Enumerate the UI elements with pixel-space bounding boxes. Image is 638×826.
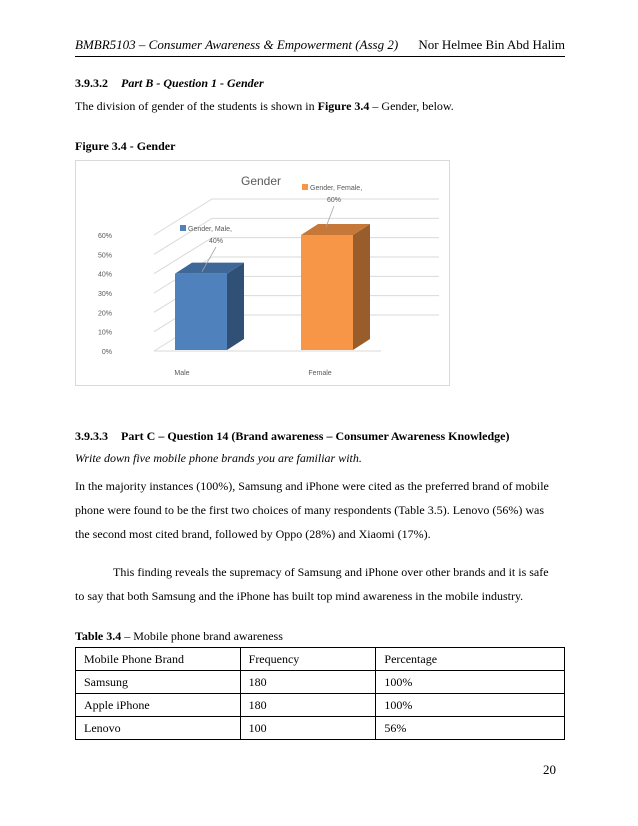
brand-awareness-table [75, 647, 565, 740]
header-course-title: BMBR5103 – Consumer Awareness & Empowerment (Assg 2) [75, 37, 399, 52]
paragraph-line: the second most cited brand, followed by Oppo (28%) and Xiaomi (17%). [75, 527, 431, 541]
header-author: Nor Helmee Bin Abd Halim [418, 37, 565, 52]
gender-chart-svg [76, 161, 449, 385]
section-heading-gender [75, 76, 264, 91]
section-intro [75, 94, 454, 118]
table-cell: Samsung [76, 671, 241, 694]
section-title: Part C – Question 14 (Brand awareness – Consumer Awareness Knowledge) [121, 429, 510, 443]
page-header [75, 37, 565, 53]
y-tick-label: 20% [97, 310, 112, 318]
table-cell: 100% [376, 671, 565, 694]
section-number: 3.9.3.2 [75, 76, 108, 90]
table-cell: 100 [240, 717, 376, 740]
x-tick-label: Male [174, 370, 190, 377]
section-title: Part B - Question 1 - Gender [121, 76, 264, 90]
table-row [76, 694, 565, 717]
section-number: 3.9.3.3 [75, 429, 108, 443]
y-tick-label: 0% [101, 349, 112, 356]
x-tick-label: Female [308, 370, 332, 377]
paragraph-line: This finding reveals the supremacy of Samsung and iPhone over other brands and it is safe [113, 565, 549, 579]
y-tick-label: 60% [97, 233, 112, 240]
intro-text: The division of gender of the students is shown in [75, 99, 318, 113]
table-cell: Lenovo [76, 717, 241, 740]
paragraph-findings [75, 474, 565, 546]
data-label: Gender, Female, [310, 185, 363, 192]
gridline [154, 218, 439, 254]
data-label: 60% [326, 197, 342, 204]
page-number: 20 [543, 762, 556, 777]
bar-male [175, 274, 227, 350]
table-row [76, 671, 565, 694]
y-tick-label: 10% [97, 329, 112, 337]
figure-caption: Figure 3.4 - Gender [75, 139, 176, 153]
y-tick-label: 40% [97, 271, 112, 279]
y-tick-label: 30% [97, 291, 112, 298]
intro-text-end: – Gender, below. [369, 99, 454, 113]
table-caption [75, 624, 283, 648]
table-cell: 180 [240, 671, 376, 694]
bar-side [227, 263, 244, 350]
gender-chart [75, 160, 450, 386]
table-row [76, 717, 565, 740]
leader-line [326, 206, 334, 227]
section-heading-brand [75, 429, 509, 444]
bar-side [353, 224, 370, 350]
paragraph-line: phone were found to be the first two choices of many respondents (Table 3.5). Lenovo (56%) was [75, 503, 545, 517]
bar-female [301, 235, 353, 350]
table-caption-text: – Mobile phone brand awareness [121, 629, 283, 643]
paragraph-line: to say that both Samsung and the iPhone has built top mind awareness in the mobile industry. [75, 589, 524, 603]
paragraph-supremacy [75, 560, 565, 608]
header-rule [75, 56, 565, 57]
table-caption-label: Table 3.4 [75, 629, 122, 643]
table-cell: 56% [376, 717, 565, 740]
table-cell: 180 [240, 694, 376, 717]
figure-reference: Figure 3.4 [317, 99, 370, 113]
question-text: Write down five mobile phone brands you are familiar with. [75, 451, 362, 465]
table-header-cell: Percentage [376, 648, 565, 671]
data-label: 40% [208, 238, 224, 245]
table-header-row [76, 648, 565, 671]
y-tick-label: 50% [97, 252, 112, 260]
table-header-cell: Frequency [240, 648, 376, 671]
paragraph-line: In the majority instances (100%), Samsung and iPhone were cited as the preferred brand of mobile [75, 479, 549, 493]
data-label: Gender, Male, [188, 226, 232, 233]
data-label-marker [302, 184, 308, 190]
table-cell: 100% [376, 694, 565, 717]
table-header-cell: Mobile Phone Brand [76, 648, 241, 671]
chart-title: Gender [240, 174, 282, 188]
data-label-marker [180, 225, 186, 231]
table-cell: Apple iPhone [76, 694, 241, 717]
